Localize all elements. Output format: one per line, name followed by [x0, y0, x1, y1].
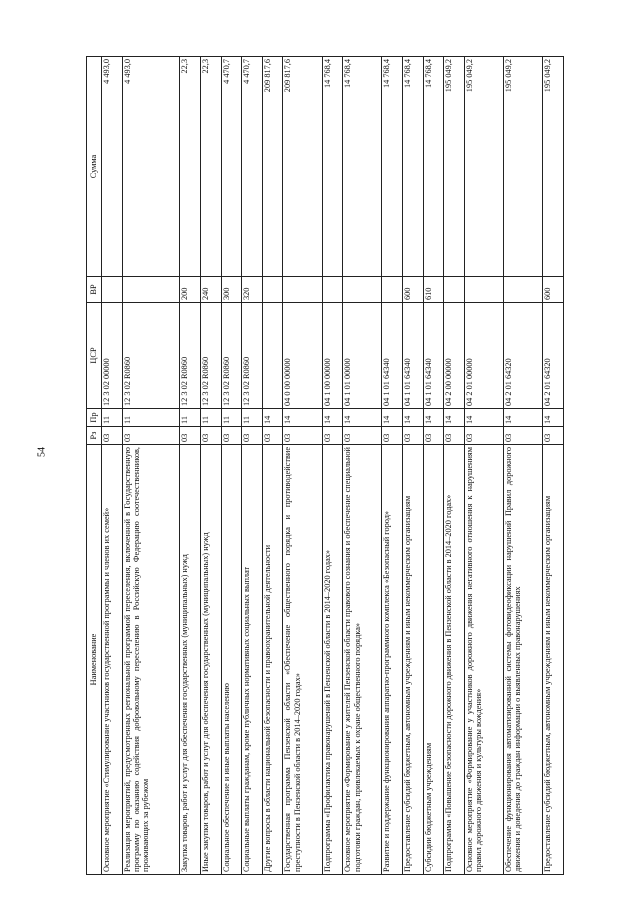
cell-sum: 14 768,4 — [403, 57, 424, 277]
table-row — [403, 57, 424, 875]
cell-sum: 4 493,0 — [102, 57, 123, 277]
cell-name: Подпрограмма «Повышение безопасности дорожного движения в Пензенской области в 2014–2020 годах» — [444, 445, 465, 875]
table-row — [382, 57, 403, 875]
cell-sum: 195 049,2 — [444, 57, 465, 277]
cell-pr: 14 — [444, 409, 465, 427]
cell-pr: 11 — [122, 409, 180, 427]
cell-name: Подпрограмма «Профилактика правонарушений в Пензенской области в 2014–2020 годах» — [322, 445, 343, 875]
cell-rz: 03 — [403, 427, 424, 445]
cell-sum: 14 768,4 — [322, 57, 343, 277]
table-row — [543, 57, 564, 875]
cell-rz: 03 — [343, 427, 382, 445]
cell-pr: 14 — [322, 409, 343, 427]
cell-rz: 03 — [283, 427, 322, 445]
cell-csr: 12 3 02 R0860 — [180, 303, 201, 409]
cell-csr — [262, 303, 283, 409]
cell-pr: 11 — [201, 409, 222, 427]
header-csr: ЦСР — [87, 303, 102, 409]
cell-pr: 14 — [283, 409, 322, 427]
table-row — [343, 57, 382, 875]
cell-pr: 14 — [382, 409, 403, 427]
cell-pr: 14 — [464, 409, 503, 427]
cell-sum: 4 493,0 — [122, 57, 180, 277]
cell-pr: 11 — [221, 409, 242, 427]
cell-pr: 11 — [242, 409, 263, 427]
cell-name: Обеспечение функционирования автоматизированной системы фотовидеофиксации нарушений Правил дорожного движения и доведения до граждан информации о выявленных правонарушениях — [504, 445, 543, 875]
cell-vr — [102, 277, 123, 303]
cell-pr: 14 — [403, 409, 424, 427]
cell-sum: 4 470,7 — [221, 57, 242, 277]
cell-csr: 04 1 01 00000 — [343, 303, 382, 409]
cell-csr: 12 3 02 R0860 — [201, 303, 222, 409]
cell-sum: 195 049,2 — [464, 57, 503, 277]
cell-pr: 14 — [504, 409, 543, 427]
cell-rz: 03 — [180, 427, 201, 445]
cell-pr: 14 — [343, 409, 382, 427]
cell-name: Основное мероприятие «Формирование у жителей Пензенской области правового сознания и обеспечение специальной подготовки граждан, привлекаемых к охране общественного порядка» — [343, 445, 382, 875]
cell-rz: 03 — [444, 427, 465, 445]
cell-rz: 03 — [382, 427, 403, 445]
cell-vr: 600 — [543, 277, 564, 303]
cell-vr: 200 — [180, 277, 201, 303]
cell-vr — [262, 277, 283, 303]
table-row — [180, 57, 201, 875]
cell-rz: 03 — [322, 427, 343, 445]
cell-name: Развитие и поддержание функционирования аппаратно-программного комплекса «Безопасный город» — [382, 445, 403, 875]
budget-table-container — [86, 57, 564, 875]
cell-csr: 04 1 00 00000 — [322, 303, 343, 409]
cell-pr: 11 — [180, 409, 201, 427]
cell-sum: 209 817,6 — [283, 57, 322, 277]
cell-rz: 03 — [221, 427, 242, 445]
budget-table — [86, 56, 564, 875]
cell-vr — [343, 277, 382, 303]
cell-csr: 04 1 01 64340 — [403, 303, 424, 409]
cell-name: Закупка товаров, работ и услуг для обеспечения государственных (муниципальных) нужд — [180, 445, 201, 875]
cell-name: Предоставление субсидий бюджетным, автономным учреждениям и иным некоммерческим организациям — [403, 445, 424, 875]
cell-pr: 14 — [543, 409, 564, 427]
table-row — [122, 57, 180, 875]
cell-csr: 04 2 00 00000 — [444, 303, 465, 409]
cell-rz: 03 — [102, 427, 123, 445]
cell-csr: 12 3 02 R0860 — [122, 303, 180, 409]
cell-csr: 04 1 01 64340 — [382, 303, 403, 409]
table-row — [322, 57, 343, 875]
cell-vr: 600 — [403, 277, 424, 303]
cell-vr — [322, 277, 343, 303]
cell-name: Иные закупки товаров, работ и услуг для обеспечения государственных (муниципальных) нужд — [201, 445, 222, 875]
cell-pr: 14 — [423, 409, 444, 427]
cell-csr: 12 3 02 R0860 — [221, 303, 242, 409]
table-header-row — [87, 57, 102, 875]
cell-vr: 300 — [221, 277, 242, 303]
header-name: Наименование — [87, 445, 102, 875]
cell-csr: 04 1 01 64340 — [423, 303, 444, 409]
cell-rz: 03 — [122, 427, 180, 445]
header-pr: Пр — [87, 409, 102, 427]
table-row — [201, 57, 222, 875]
cell-rz: 03 — [201, 427, 222, 445]
cell-sum: 195 049,2 — [543, 57, 564, 277]
cell-name: Субсидии бюджетным учреждениям — [423, 445, 444, 875]
table-row — [262, 57, 283, 875]
cell-sum: 22,3 — [180, 57, 201, 277]
cell-rz: 03 — [262, 427, 283, 445]
cell-rz: 03 — [504, 427, 543, 445]
cell-name: Социальное обеспечение и иные выплаты населению — [221, 445, 242, 875]
cell-vr — [504, 277, 543, 303]
table-row — [283, 57, 322, 875]
page-number: 54 — [36, 447, 48, 457]
cell-csr: 04 0 00 00000 — [283, 303, 322, 409]
cell-vr: 240 — [201, 277, 222, 303]
table-row — [423, 57, 444, 875]
cell-csr: 12 3 02 00000 — [102, 303, 123, 409]
cell-rz: 03 — [464, 427, 503, 445]
cell-sum: 209 817,6 — [262, 57, 283, 277]
cell-name: Предоставление субсидий бюджетным, автономным учреждениям и иным некоммерческим организациям — [543, 445, 564, 875]
cell-vr: 320 — [242, 277, 263, 303]
table-row — [444, 57, 465, 875]
header-vr: ВР — [87, 277, 102, 303]
cell-sum: 14 768,4 — [343, 57, 382, 277]
cell-name: Основное мероприятие «Стимулирование участников государственной программы и членов их семей» — [102, 445, 123, 875]
cell-vr — [283, 277, 322, 303]
header-rz: Рз — [87, 427, 102, 445]
cell-csr: 12 3 02 R0860 — [242, 303, 263, 409]
cell-vr — [382, 277, 403, 303]
cell-rz: 03 — [242, 427, 263, 445]
cell-name: Государственная программа Пензенской области «Обеспечение общественного порядка и противодействие преступности в Пензенской области в 2014–2020 годах» — [283, 445, 322, 875]
cell-sum: 22,3 — [201, 57, 222, 277]
cell-name: Социальные выплаты гражданам, кроме публичных нормативных социальных выплат — [242, 445, 263, 875]
table-row — [242, 57, 263, 875]
cell-rz: 03 — [543, 427, 564, 445]
cell-vr — [122, 277, 180, 303]
table-row — [102, 57, 123, 875]
cell-vr — [444, 277, 465, 303]
cell-name: Другие вопросы в области национальной безопасности и правоохранительной деятельности — [262, 445, 283, 875]
cell-csr: 04 2 01 64320 — [543, 303, 564, 409]
cell-rz: 03 — [423, 427, 444, 445]
table-row — [504, 57, 543, 875]
header-sum: Сумма — [87, 57, 102, 277]
cell-pr: 11 — [102, 409, 123, 427]
table-row — [464, 57, 503, 875]
cell-vr — [464, 277, 503, 303]
cell-csr: 04 2 01 64320 — [504, 303, 543, 409]
table-row — [221, 57, 242, 875]
cell-sum: 14 768,4 — [382, 57, 403, 277]
cell-sum: 195 049,2 — [504, 57, 543, 277]
cell-pr: 14 — [262, 409, 283, 427]
cell-vr: 610 — [423, 277, 444, 303]
table-body — [102, 57, 564, 875]
cell-sum: 4 470,7 — [242, 57, 263, 277]
cell-sum: 14 768,4 — [423, 57, 444, 277]
cell-name: Основное мероприятие «Формирование у участников дорожного движения негативного отношения к нарушениям правил дорожного движения и культуры вождения» — [464, 445, 503, 875]
cell-csr: 04 2 01 00000 — [464, 303, 503, 409]
cell-name: Реализация мероприятий, предусмотренных региональной программой переселения, включенной в Государственную программу по оказанию содействия добровольному переселению в Российскую Федерацию соотечественников, проживающих за рубежом — [122, 445, 180, 875]
